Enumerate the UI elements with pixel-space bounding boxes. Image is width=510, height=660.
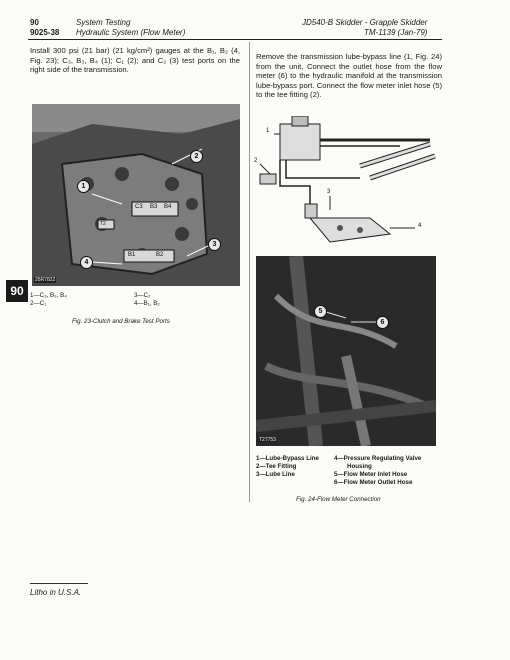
fig23-caption: Fig. 23-Clutch and Brake Test Ports (72, 318, 170, 325)
footer-rule (30, 583, 88, 584)
fig23-legend-4: 4—B₁, B₂ (134, 300, 160, 307)
figure-24-diagram (250, 116, 440, 248)
callout-1: 1 (77, 180, 90, 193)
port-label-b1: B1 (128, 252, 136, 258)
section-tab: 90 (6, 280, 28, 302)
callout-2: 2 (190, 150, 203, 163)
photo-callout-5: 5 (314, 305, 327, 318)
callout-3: 3 (208, 238, 221, 251)
port-label-t2: T2 (100, 221, 106, 227)
diagram-callout-3: 3 (327, 189, 331, 195)
page-number: 90 (30, 18, 39, 27)
figure-23-code: 25R7822 (35, 277, 56, 283)
machine-title: JD540-B Skidder - Grapple Skidder (302, 18, 428, 27)
diagram-callout-2: 2 (254, 158, 258, 164)
figure-24-photo (256, 256, 436, 446)
footer-litho: Litho in U.S.A. (30, 588, 82, 597)
manual-id: TM-1139 (Jan-79) (364, 28, 428, 37)
diagram-callout-1: 1 (266, 128, 270, 134)
column-divider (249, 42, 250, 502)
fig24-caption: Fig. 24-Flow Meter Connection (296, 496, 381, 503)
fig24-legend-2: 2—Tee Fitting (256, 463, 297, 470)
fig24-legend-4: 4—Pressure Regulating Valve (334, 455, 422, 462)
fig24-legend-3: 3—Lube Line (256, 471, 295, 478)
fig24-legend-4-cont: Housing (347, 463, 372, 470)
figure-23-photo (32, 104, 240, 286)
fig23-legend-2: 2—C₁ (30, 300, 47, 307)
fig23-legend-3: 3—C₂ (134, 292, 151, 299)
transmission-photo-illustration (32, 104, 240, 286)
figure-24-code: T27753 (259, 437, 276, 443)
section-title: System Testing (76, 18, 131, 27)
fig23-legend-1: 1—C₃, B₃, B₄ (30, 292, 67, 299)
fig24-legend-1: 1—Lube-Bypass Line (256, 455, 319, 462)
callout-4: 4 (80, 256, 93, 269)
photo-callout-6: 6 (376, 316, 389, 329)
flow-meter-photo-illustration (256, 256, 436, 446)
port-label-b3: B3 (150, 204, 158, 210)
diagram-callout-4: 4 (418, 223, 422, 229)
fig24-legend-6: 6—Flow Meter Outlet Hose (334, 479, 413, 486)
flow-meter-line-drawing (250, 116, 440, 248)
port-label-b4: B4 (164, 204, 172, 210)
left-instruction: Install 300 psi (21 bar) (21 kg/cm²) gauges at the B₁, B₂ (4, Fig. 23); C₃, B₃, B₄ (1); C₁ (2); and C₂ (3) test ports on the right side of the transmission. (30, 46, 240, 75)
subsection-title: Hydraulic System (Flow Meter) (76, 28, 186, 37)
section-code: 9025-38 (30, 28, 60, 37)
header-rule (28, 39, 442, 40)
right-instruction: Remove the transmission lube-bypass line (1, Fig. 24) from the unit. Connect the outlet hose from the flow meter (6) to the hydraulic manifold at the transmission lube-bypass port. Connect the flow meter inlet hose (5) to the tee fitting (2). (256, 52, 442, 100)
port-label-b2: B2 (156, 252, 164, 258)
fig24-legend-5: 5—Flow Meter Inlet Hose (334, 471, 408, 478)
port-label-c3: C3 (135, 204, 143, 210)
